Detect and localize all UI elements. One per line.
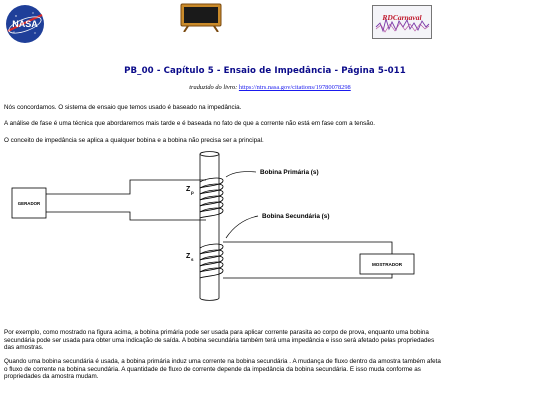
- primary-wire-bottom: [46, 212, 206, 220]
- rod-top: [200, 152, 219, 157]
- page-title: PB_00 - Capítulo 5 - Ensaio de Impedância - Página 5-011: [124, 66, 406, 76]
- rd-carnaval-logo: [372, 5, 432, 39]
- paragraph-1: Nós concordamos. O sistema de ensaio que temos usado é baseado na impedância.: [4, 104, 242, 111]
- display-label: MOSTRADOR: [371, 262, 403, 267]
- zs-label: Z: [186, 253, 191, 260]
- impedance-diagram: [0, 150, 540, 320]
- primary-wire-top: [46, 180, 206, 194]
- svg-text:RDCarnaval: RDCarnaval: [382, 13, 422, 22]
- zp-label: Z: [186, 186, 191, 193]
- paragraph-2: A análise de fase é uma técnica que abordaremos mais tarde e é baseada no fato de que a corrente não está em fase com a tensão.: [4, 120, 376, 127]
- primary-coil: [200, 178, 223, 218]
- source-link[interactable]: https://ntrs.nasa.gov/citations/19780078298: [238, 84, 351, 91]
- secondary-leader: [226, 216, 258, 238]
- secondary-coil: [200, 244, 223, 278]
- zp-subscript: p: [191, 190, 194, 195]
- generator-label: GERADOR: [17, 201, 41, 206]
- credit-line: [0, 84, 540, 91]
- credit-prefix: traduzido do livro:: [189, 84, 238, 91]
- primary-coil-label: Bobina Primária (s): [260, 169, 319, 176]
- chalkboard-icon: [178, 2, 224, 32]
- primary-leader: [226, 172, 256, 177]
- zs-subscript: s: [191, 257, 194, 262]
- paragraph-5: Quando uma bobina secundária é usada, a bobina primária induz uma corrente na bobina secundária . A mudança de fluxo dentro da amostra também afeta o fluxo de corrente na bobina secundária. A quantidade de fluxo de corrente depende da impedância da bobina secundária. E isso muda conforme as propriedades da amostra mudam.: [4, 358, 441, 381]
- secondary-coil-label: Bobina Secundária (s): [262, 213, 330, 220]
- paragraph-3: O conceito de impedância se aplica a qualquer bobina e a bobina não precisa ser a principal.: [4, 137, 264, 144]
- rod-bottom: [200, 298, 219, 300]
- svg-text:NASA: NASA: [12, 19, 38, 29]
- paragraph-4: Por exemplo, como mostrado na figura acima, a bobina primária pode ser usada para aplicar corrente parasita ao corpo de prova, enquanto uma bobina secundária pode ser usada para obter uma indicação de saída. A bobina secundária também terá uma impedância e isso será afetado pelas propriedades das amostras.: [4, 329, 435, 352]
- nasa-logo: [4, 3, 46, 45]
